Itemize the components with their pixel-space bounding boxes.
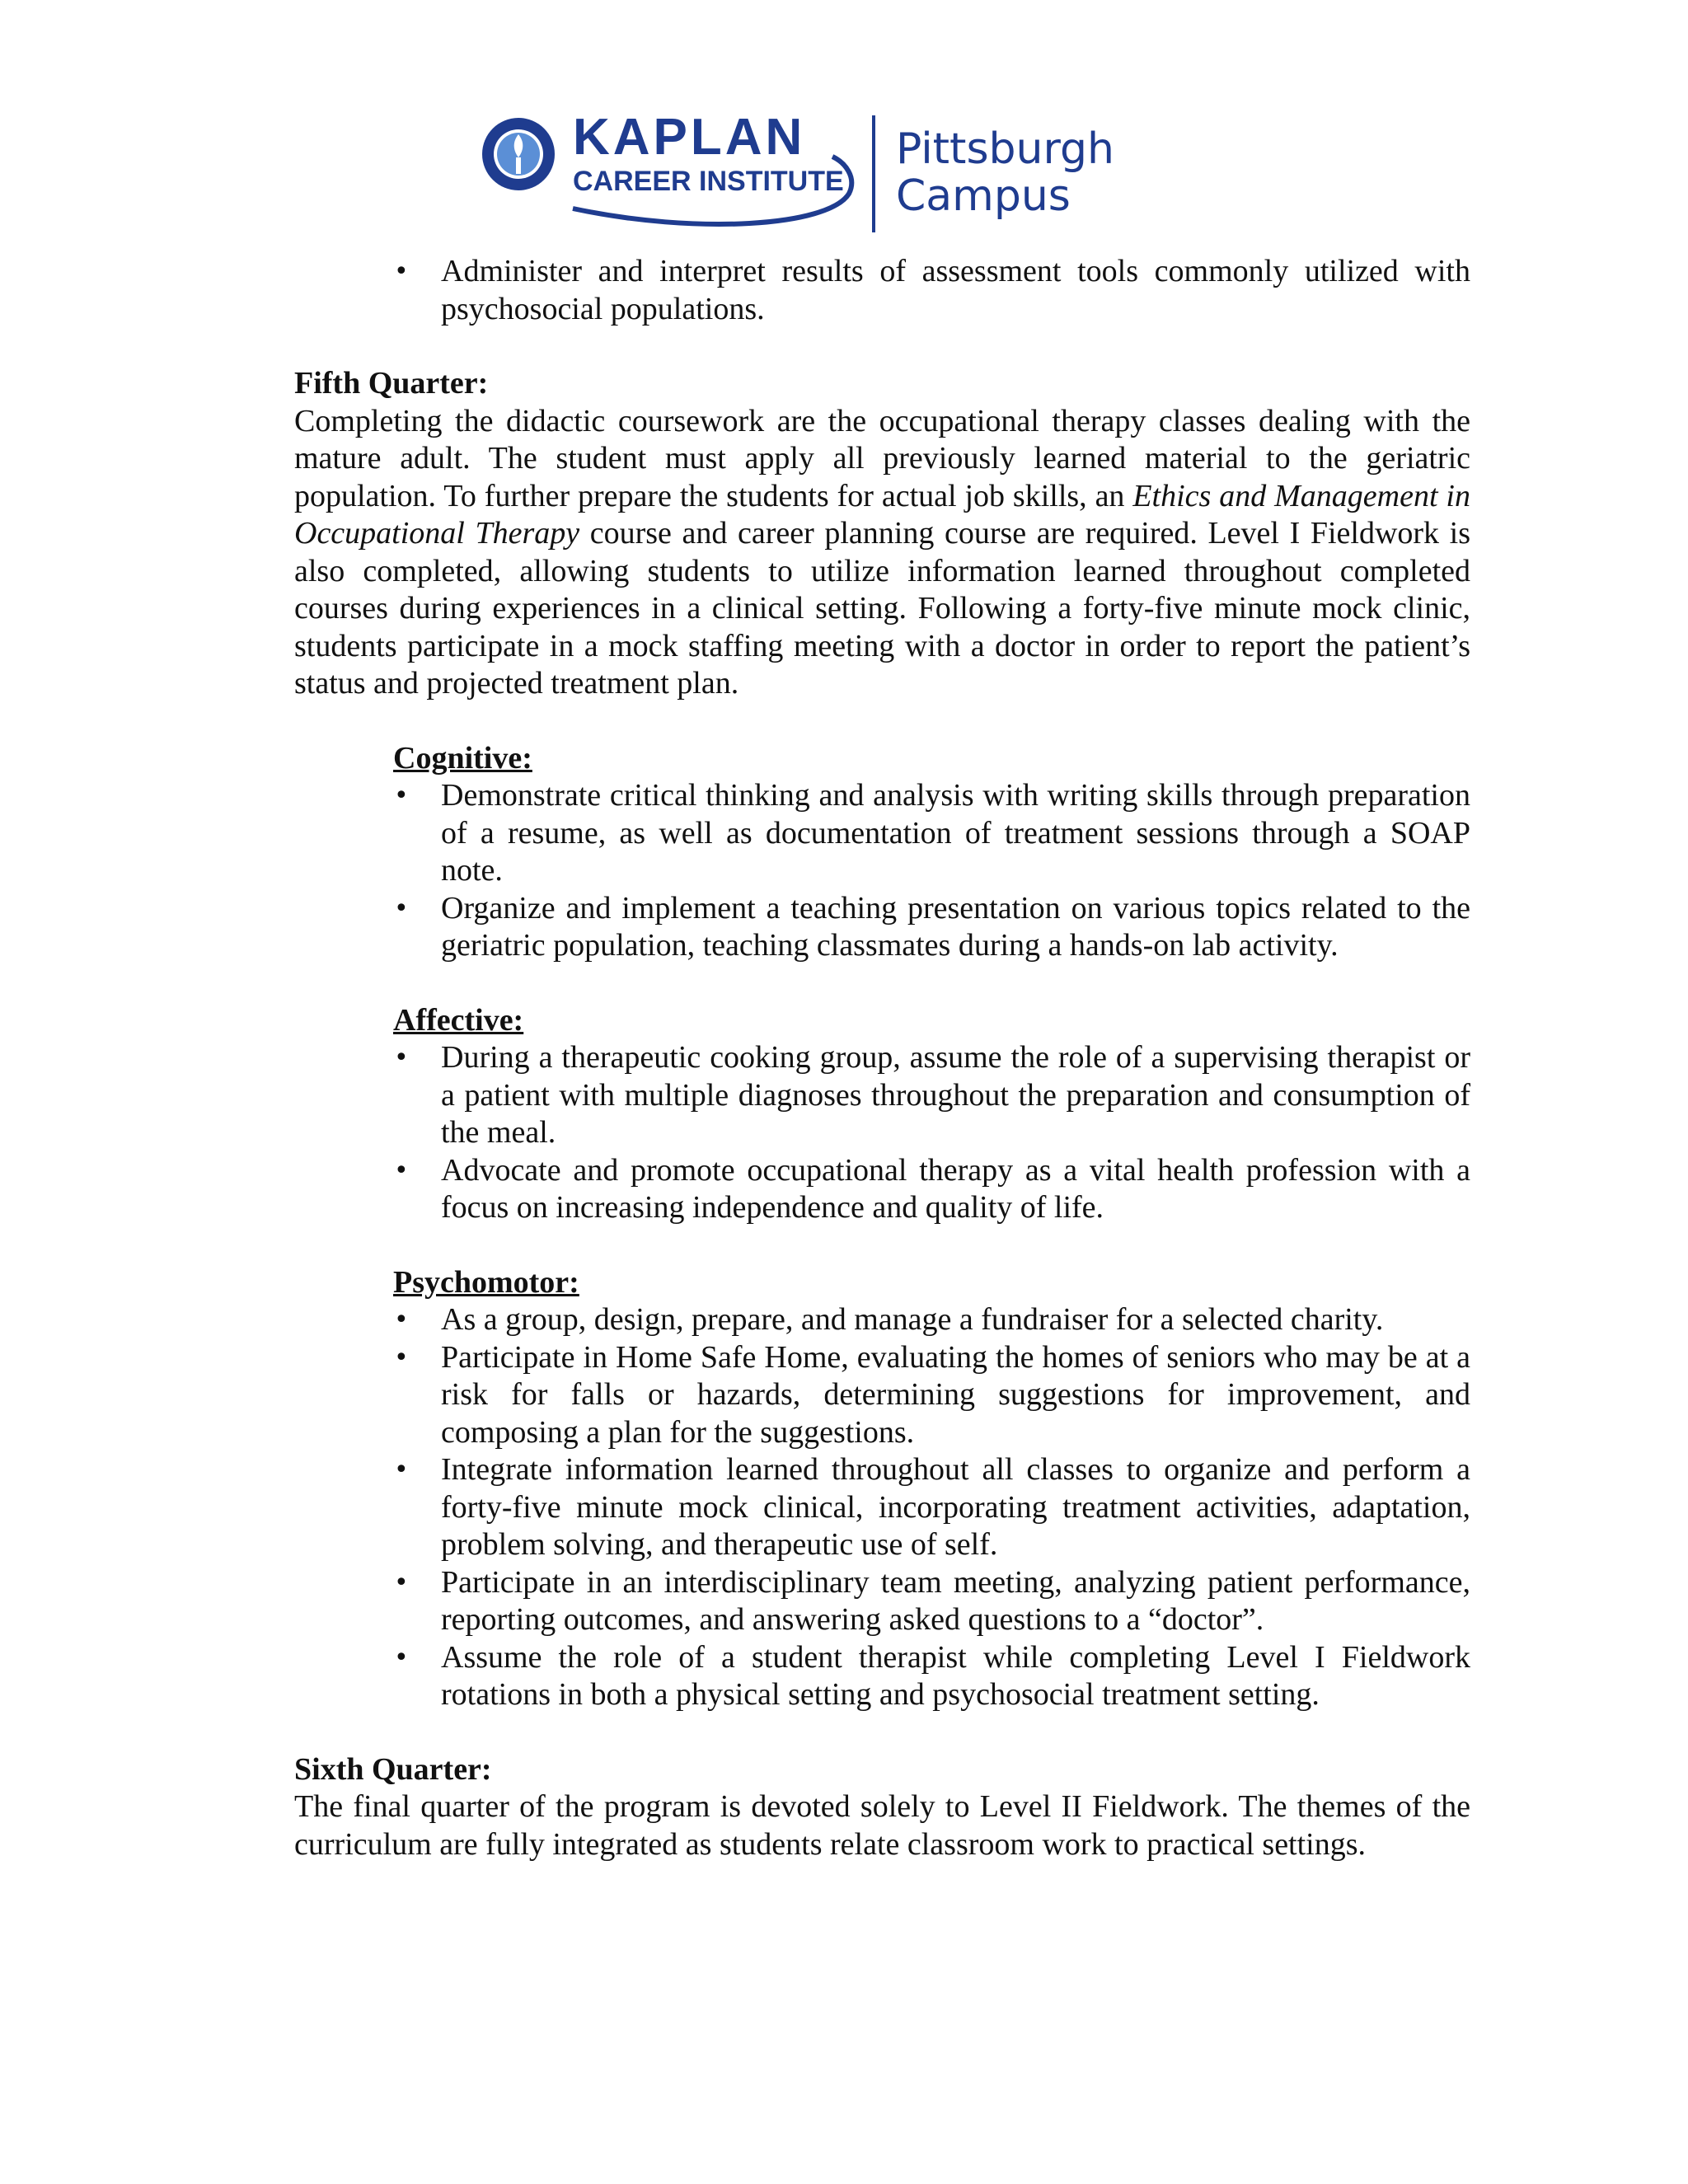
bullet-text: Organize and implement a teaching presentation on various topics related to the geriatric population, teaching classmates during a hands-on lab activity. [441, 890, 1470, 963]
bullet-text: Assume the role of a student therapist while completing Level I Fieldwork rotations in both a physical setting and psychosocial treatment setting. [441, 1639, 1470, 1712]
bullet-glyph: • [394, 1305, 409, 1334]
cognitive-list [294, 777, 1470, 965]
bullet-text: During a therapeutic cooking group, assume the role of a supervising therapist or a patient with multiple diagnoses throughout the preparation and consumption of the meal. [441, 1040, 1470, 1150]
bullet-glyph: • [394, 893, 409, 923]
list-item [294, 1039, 1470, 1152]
list-item [294, 1339, 1470, 1452]
bullet-text: Participate in an interdisciplinary team meeting, analyzing patient performance, reporting outcomes, and answering asked questions to a “doctor”. [441, 1564, 1470, 1637]
bullet-text: Integrate information learned throughout all classes to organize and perform a forty-five minute mock clinical, incorporating treatment activities, adaptation, problem solving, and therapeutic use of self. [441, 1452, 1470, 1562]
bullet-glyph: • [394, 1643, 409, 1672]
bullet-text: Participate in Home Safe Home, evaluating the homes of seniors who may be at a risk for falls or hazards, determining suggestions for improvement, and composing a plan for the suggestions. [441, 1339, 1470, 1450]
psychomotor-list [294, 1301, 1470, 1714]
kaplan-logo [482, 111, 1133, 243]
bullet-glyph: • [394, 257, 409, 286]
list-item [294, 890, 1470, 965]
sixth-quarter-paragraph: The final quarter of the program is devoted solely to Level II Fieldwork. The themes of the curriculum are fully integrated as students relate classroom work to practical settings. [294, 1789, 1470, 1862]
list-item [294, 1152, 1470, 1227]
bullet-glyph: • [394, 1043, 409, 1072]
intro-bullet-list [294, 253, 1470, 328]
logo-divider [872, 115, 875, 232]
cognitive-heading: Cognitive: [393, 740, 532, 776]
bullet-glyph: • [394, 1155, 409, 1185]
logo-kaplan-text: KAPLAN [573, 111, 806, 166]
logo-career-institute-text: CAREER INSTITUTE [573, 166, 844, 197]
sixth-quarter-heading: Sixth Quarter: [294, 1751, 492, 1787]
affective-list [294, 1039, 1470, 1227]
paragraph-text: Completing the didactic coursework are the occupational therapy classes dealing with the mature adult. The student must apply all previously learned material to the geriatric population. To further prepare the students for actual job skills, an [294, 403, 1470, 513]
paragraph-text: course and career planning course are required. Level I Fieldwork is also completed, allowing students to utilize information learned throughout completed courses during experiences in a clinical setting. Following a forty-five minute mock clinic, students participate in a mock staffing meeting with a doctor in order to report the patient’s status and projected treatment plan. [294, 516, 1470, 701]
bullet-glyph: • [394, 1568, 409, 1597]
fifth-quarter-heading: Fifth Quarter: [294, 366, 489, 401]
document-body [294, 253, 1470, 1863]
list-item [294, 1301, 1470, 1339]
bullet-glyph: • [394, 1455, 409, 1484]
list-item [294, 253, 1470, 328]
bullet-text: Administer and interpret results of assessment tools commonly utilized with psychosocial populations. [441, 254, 1470, 326]
list-item [294, 1451, 1470, 1564]
bullet-glyph: • [394, 1343, 409, 1372]
list-item [294, 1564, 1470, 1639]
campus-line1-text: Pittsburgh [896, 124, 1114, 174]
bullet-text: Advocate and promote occupational therapy as a vital health profession with a focus on increasing independence and quality of life. [441, 1152, 1470, 1225]
bullet-text: Demonstrate critical thinking and analysis with writing skills through preparation of a resume, as well as documentation of treatment sessions through a SOAP note. [441, 778, 1470, 888]
torch-emblem-icon [482, 118, 555, 190]
affective-heading: Affective: [393, 1002, 524, 1038]
list-item [294, 777, 1470, 890]
list-item [294, 1639, 1470, 1714]
campus-line2-text: Campus [896, 171, 1071, 221]
bullet-glyph: • [394, 781, 409, 810]
fifth-quarter-paragraph [294, 403, 1470, 703]
psychomotor-heading: Psychomotor: [393, 1264, 579, 1300]
course-title-italic: Ethics and Management in Occupational Therapy [294, 478, 1470, 551]
bullet-text: As a group, design, prepare, and manage a fundraiser for a selected charity. [441, 1302, 1384, 1337]
